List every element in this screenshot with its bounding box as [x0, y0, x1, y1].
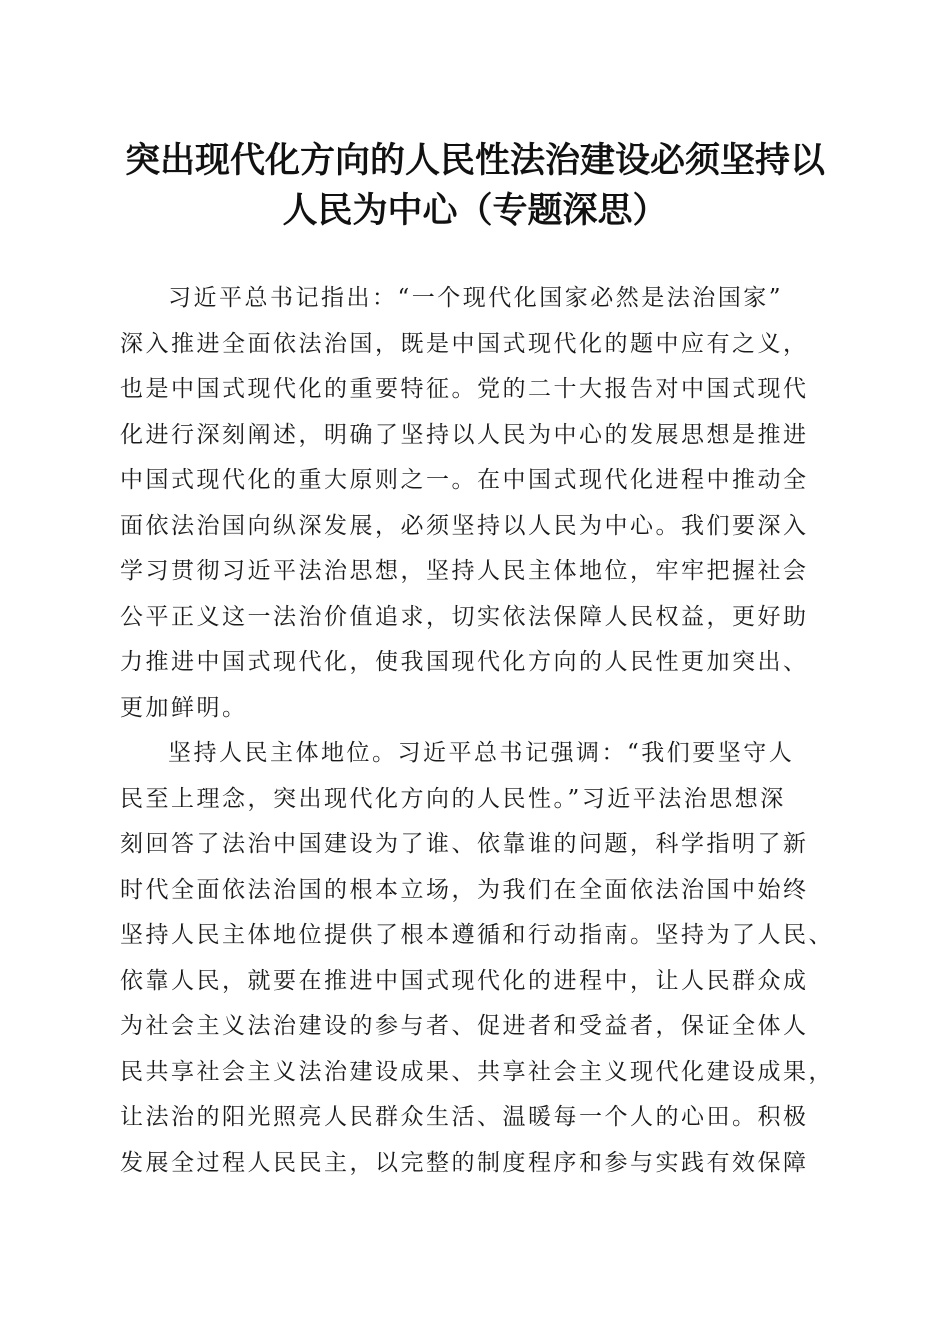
paragraph-line: 公平正义这一法治价值追求，切实依法保障人民权益，更好助: [120, 603, 809, 630]
paragraph-line: 更加鲜明。: [120, 694, 248, 721]
paragraph-line: 也是中国式现代化的重要特征。党的二十大报告对中国式现代: [120, 376, 809, 402]
paragraph-line: 深入推进全面依法治国，既是中国式现代化的题中应有之义，: [120, 330, 809, 357]
paragraph-line: 让法治的阳光照亮人民群众生活、温暖每一个人的心田。积极: [120, 1104, 809, 1130]
paragraph-line: 面依法治国向纵深发展，必须坚持以人民为中心。我们要深入: [120, 512, 809, 539]
paragraph-line: 坚持人民主体地位。习近平总书记强调：“我们要坚守人: [168, 740, 795, 766]
document-title: [110, 136, 840, 236]
paragraph-line: 中国式现代化的重大原则之一。在中国式现代化进程中推动全: [120, 467, 809, 493]
paragraph-line: 习近平总书记指出：“一个现代化国家必然是法治国家”: [168, 285, 784, 311]
paragraph-2: [120, 731, 840, 1186]
paragraph-line: 民共享社会主义法治建设成果、共享社会主义现代化建设成果，: [120, 1058, 834, 1085]
paragraph-line: 力推进中国式现代化，使我国现代化方向的人民性更加突出、: [120, 649, 809, 675]
paragraph-line: 依靠人民，就要在推进中国式现代化的进程中，让人民群众成: [120, 967, 809, 994]
paragraph-line: 坚持人民主体地位提供了根本遵循和行动指南。坚持为了人民、: [120, 922, 834, 948]
paragraph-line: 民至上理念，突出现代化方向的人民性。”习近平法治思想深: [120, 785, 786, 812]
paragraph-line: 化进行深刻阐述，明确了坚持以人民为中心的发展思想是推进: [120, 421, 809, 448]
title-line-1: 突出现代化方向的人民性法治建设必须坚持以: [124, 140, 825, 181]
paragraph-line: 为社会主义法治建设的参与者、促进者和受益者，保证全体人: [120, 1013, 809, 1039]
paragraph-line: 刻回答了法治中国建设为了谁、依靠谁的问题，科学指明了新: [120, 831, 809, 857]
paragraph-line: 学习贯彻习近平法治思想，坚持人民主体地位，牢牢把握社会: [120, 558, 809, 584]
document-body: [120, 276, 840, 1186]
paragraph-line: 时代全面依法治国的根本立场，为我们在全面依法治国中始终: [120, 876, 809, 903]
paragraph-line: 发展全过程人民民主，以完整的制度程序和参与实践有效保障: [120, 1149, 809, 1176]
title-line-2: 人民为中心（专题深思）: [282, 190, 668, 231]
paragraph-1: [120, 276, 840, 731]
